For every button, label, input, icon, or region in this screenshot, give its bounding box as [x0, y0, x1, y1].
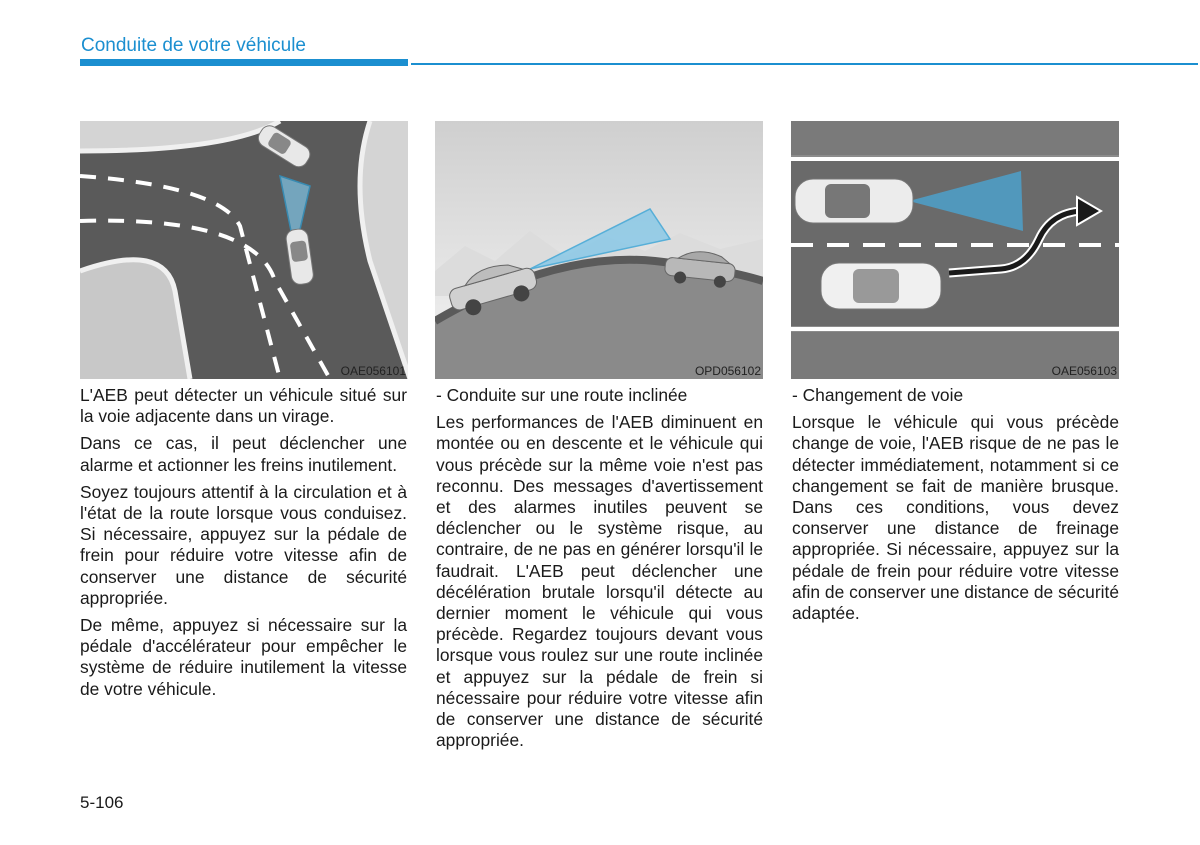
- header-rule-thin: [411, 63, 1198, 65]
- paragraph: Lorsque le véhicule qui vous précède change de voie, l'AEB risque de ne pas le détecter immédiatement, notamment si ce changement se fait de manière brusque. Dans ces conditions, vous devez conserver une distance de freinage appropriée. Si nécessaire, appuyez sur la pédale de frein pour réduire votre vitesse afin de conserver une distance de sécurité adaptée.: [792, 412, 1119, 624]
- paragraph: Soyez toujours attentif à la circulation et à l'état de la route lorsque vous conduisez. Si nécessaire, appuyez sur la pédale de frein pour réduire votre vitesse afin de conserver une distance de sécurité appropriée.: [80, 481, 407, 608]
- paragraph: Les performances de l'AEB diminuent en montée ou en descente et le véhicule qui vous précède sur la même voie n'est pas reconnu. Des messages d'avertissement et des alarmes inutiles peuvent se déclencher ou le système risque, au contraire, de ne pas en générer lorsqu'il le faudrait. L'AEB peut déclencher une décélération brutale lorsqu'il détecte au dernier moment le véhicule qui vous précède. Regardez toujours devant vous lorsque vous roulez sur une route inclinée et appuyez sur la pédale de frein si nécessaire pour réduire votre vitesse afin de conserver une distance de sécurité appropriée.: [436, 412, 763, 751]
- text-column-1: [80, 385, 407, 706]
- figure-lane-change: [791, 121, 1119, 379]
- paragraph: L'AEB peut détecter un véhicule situé sur la voie adjacente dans un virage.: [80, 385, 407, 427]
- text-column-3: [792, 385, 1119, 630]
- figure-code: OAE056101: [340, 364, 406, 378]
- subheading: - Changement de voie: [792, 385, 964, 405]
- subheading: - Conduite sur une route inclinée: [436, 385, 688, 405]
- figure-curved-road: [80, 121, 408, 379]
- figure-inclined-road: [435, 121, 763, 379]
- page-number: 5-106: [80, 793, 124, 812]
- lane-change-illustration: [791, 121, 1119, 379]
- header-rule-thick: [80, 59, 408, 66]
- section-title: Conduite de votre véhicule: [81, 35, 306, 56]
- paragraph: Dans ce cas, il peut déclencher une alarme et actionner les freins inutilement.: [80, 433, 407, 475]
- figure-code: OPD056102: [694, 364, 761, 378]
- figure-code: OAE056103: [1051, 364, 1117, 378]
- text-column-2: [436, 385, 763, 757]
- curved-road-illustration: [80, 121, 408, 379]
- paragraph: De même, appuyez si nécessaire sur la pédale d'accélérateur pour empêcher le système de réduire inutilement la vitesse de votre véhicule.: [80, 615, 407, 699]
- inclined-road-illustration: [435, 121, 763, 379]
